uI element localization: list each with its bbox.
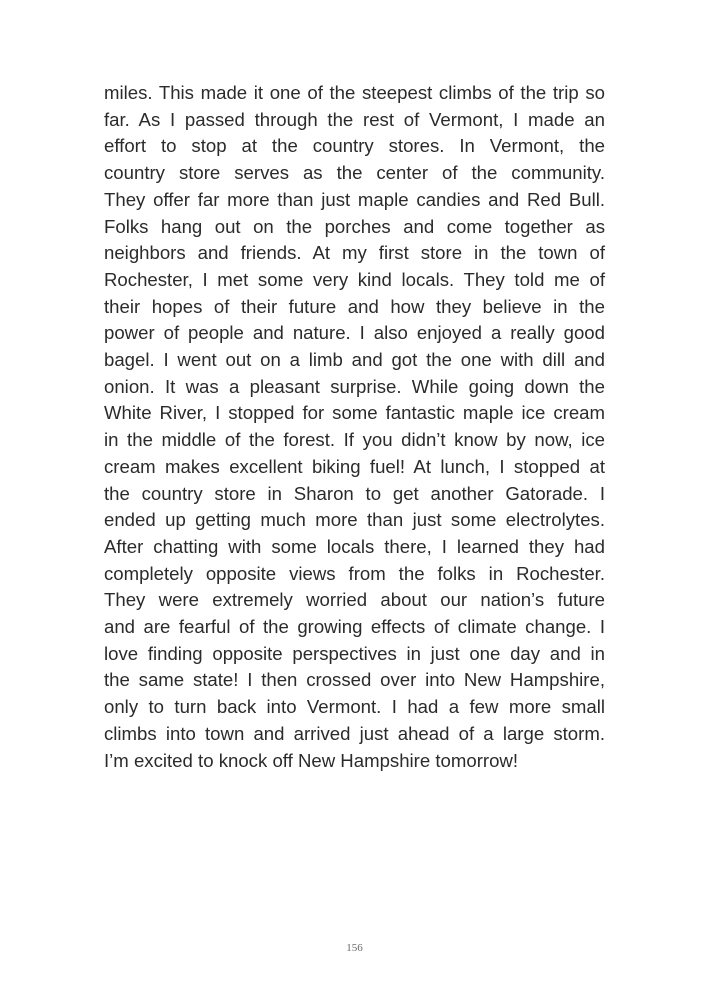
text-line: bagel. I went out on a limb and got the one with dill and bbox=[104, 349, 605, 371]
text-line: effort to stop at the country stores. In Vermont, the bbox=[104, 135, 605, 157]
text-line: far. As I passed through the rest of Vermont, I made an bbox=[104, 108, 605, 130]
text-line: They offer far more than just maple candies and Red Bull. bbox=[104, 188, 605, 210]
text-line: onion. It was a pleasant surprise. While going down the bbox=[104, 375, 605, 397]
text-line: cream makes excellent biking fuel! At lunch, I stopped at bbox=[104, 455, 605, 477]
text-line: Rochester, I met some very kind locals. They told me of bbox=[104, 268, 605, 290]
text-line: neighbors and friends. At my first store in the town of bbox=[104, 242, 605, 264]
text-line: climbs into town and arrived just ahead of a large storm. bbox=[104, 722, 605, 744]
text-line: Folks hang out on the porches and come together as bbox=[104, 215, 605, 237]
text-line: ended up getting much more than just some electrolytes. bbox=[104, 509, 605, 531]
text-line: and are fearful of the growing effects of climate change. I bbox=[104, 616, 605, 638]
text-line: the same state! I then crossed over into New Hampshire, bbox=[104, 669, 605, 691]
text-line: After chatting with some locals there, I learned they had bbox=[104, 535, 605, 557]
text-line: love finding opposite perspectives in just one day and in bbox=[104, 642, 605, 664]
text-line: their hopes of their future and how they believe in the bbox=[104, 295, 605, 317]
text-line: power of people and nature. I also enjoyed a really good bbox=[104, 322, 605, 344]
text-line: the country store in Sharon to get another Gatorade. I bbox=[104, 482, 605, 504]
text-line: White River, I stopped for some fantastic maple ice cream bbox=[104, 402, 605, 424]
text-line-last: I’m excited to knock off New Hampshire tomorrow! bbox=[104, 749, 519, 771]
text-line: in the middle of the forest. If you didn’t know by now, ice bbox=[104, 429, 605, 451]
text-line: country store serves as the center of the community. bbox=[104, 162, 605, 184]
text-line: completely opposite views from the folks in Rochester. bbox=[104, 562, 605, 584]
page-number: 156 bbox=[346, 942, 363, 954]
body-paragraph bbox=[104, 80, 605, 774]
text-line: only to turn back into Vermont. I had a few more small bbox=[104, 696, 605, 718]
text-line: They were extremely worried about our nation’s future bbox=[104, 589, 605, 611]
text-line: miles. This made it one of the steepest climbs of the trip so bbox=[104, 82, 605, 103]
